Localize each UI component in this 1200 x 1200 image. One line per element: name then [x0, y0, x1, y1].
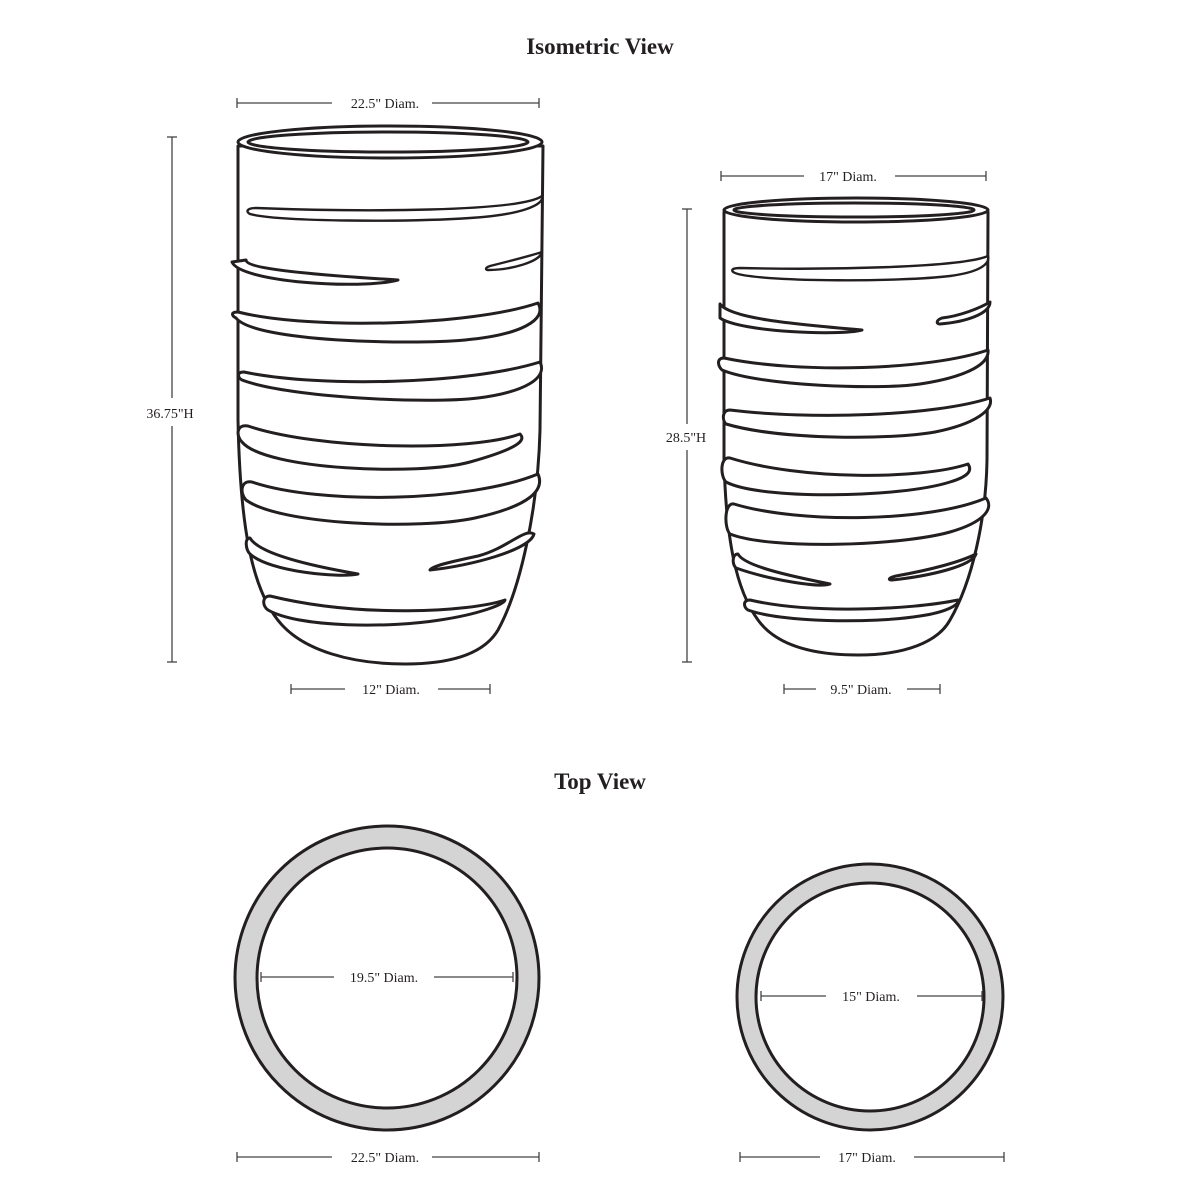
small-inner-diameter-label: 15" Diam. — [842, 990, 900, 1005]
large-top-diameter-label: 22.5" Diam. — [350, 97, 420, 112]
large-outer-diameter-dimension — [237, 1151, 539, 1166]
large-outer-diameter-label: 22.5" Diam. — [350, 1151, 420, 1166]
top-view-heading: Top View — [554, 769, 646, 794]
small-height-label: 28.5"H — [665, 431, 707, 446]
large-base-diameter-label: 12" Diam. — [362, 683, 420, 698]
large-base-diameter-dimension — [291, 683, 490, 698]
large-height-dimension — [146, 137, 193, 662]
large-planter-top-view — [235, 826, 539, 1130]
small-height-dimension — [666, 209, 706, 662]
large-top-diameter-dimension — [237, 97, 539, 112]
large-planter-rim-inner — [248, 132, 528, 152]
small-planter-rim-inner — [734, 203, 974, 217]
large-planter-isometric — [232, 126, 543, 664]
small-base-diameter-dimension — [784, 683, 940, 698]
small-planter-top-view — [737, 864, 1003, 1130]
large-planter-body — [238, 146, 543, 664]
small-outer-diameter-label: 17" Diam. — [838, 1151, 896, 1166]
small-outer-diameter-dimension — [740, 1151, 1004, 1166]
large-inner-diameter-label: 19.5" Diam. — [349, 971, 419, 986]
isometric-view-heading: Isometric View — [526, 34, 674, 59]
small-top-diameter-dimension — [721, 170, 986, 185]
small-planter-isometric — [719, 198, 991, 655]
small-top-diameter-label: 17" Diam. — [819, 170, 877, 185]
small-base-diameter-label: 9.5" Diam. — [830, 683, 892, 698]
large-height-label: 36.75"H — [146, 407, 194, 422]
